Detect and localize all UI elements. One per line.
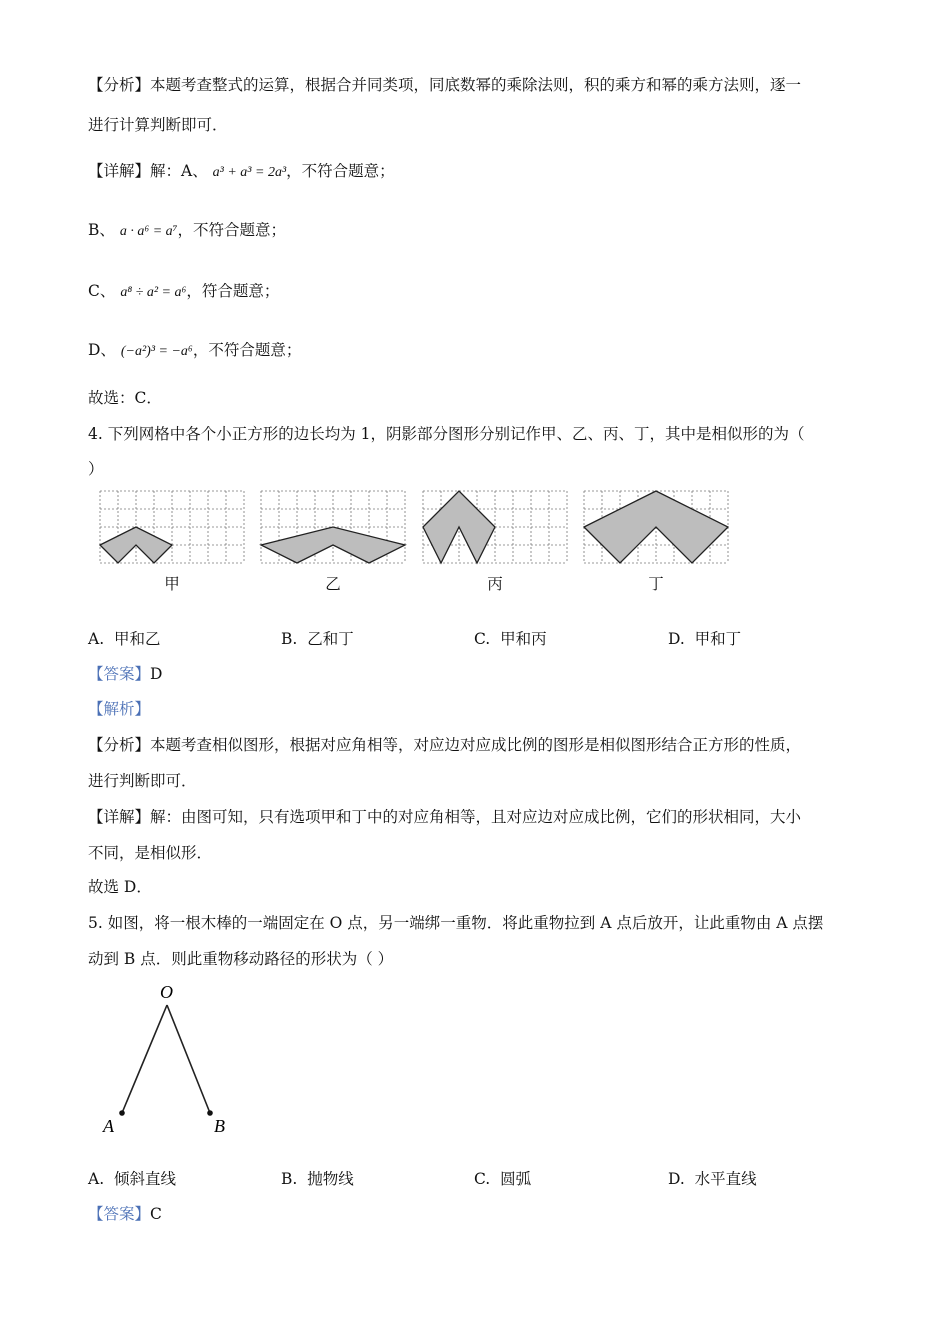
shaded-shape	[261, 527, 405, 563]
answer-tag: 【答案】	[88, 1205, 151, 1223]
q5-answer: 【答案】C	[88, 1205, 162, 1223]
rod-ob	[167, 1005, 210, 1113]
label-b: B	[214, 1116, 225, 1136]
rod-oa	[122, 1005, 167, 1113]
q5-option-d[interactable]: D. 水平直线	[668, 1170, 757, 1188]
q3-detail-d: D、 (−a²)³ = −a⁶，不符合题意；	[88, 341, 302, 359]
analysis-tag: 【分析】	[88, 76, 151, 94]
expr-b: a · a⁶ = a⁷	[119, 224, 178, 239]
q3-analysis-line2: 进行计算判断即可．	[88, 116, 228, 134]
label-a: A	[103, 1116, 114, 1136]
q4-stem-line1: 4. 下列网格中各个小正方形的边长均为 1，阴影部分图形分别记作甲、乙、丙、丁，其中是相似形的为（	[88, 425, 805, 443]
q4-analysis-line2: 进行判断即可．	[88, 772, 197, 790]
figure-label-yi: 乙	[325, 575, 341, 593]
expr-a: a³ + a³ = 2a³	[212, 165, 287, 180]
q5-option-a[interactable]: A. 倾斜直线	[88, 1170, 176, 1188]
q3-detail-c: C、 a⁸ ÷ a² = a⁶，符合题意；	[88, 282, 280, 300]
grid-figure-jia	[100, 491, 245, 564]
q4-analysis-line1: 【分析】本题考查相似图形，根据对应角相等，对应边对应成比例的图形是相似图形结合正方形的性质，	[88, 736, 802, 754]
q4-conclusion: 故选 D．	[88, 878, 152, 896]
label-o: O	[160, 982, 173, 1002]
pendulum-figure	[95, 975, 245, 1140]
q5-stem-line1: 5. 如图，将一根木棒的一端固定在 O 点，另一端绑一重物．将此重物拉到 A 点后放开，让此重物由 A 点摆	[88, 914, 824, 932]
figure-label-bing: 丙	[487, 575, 503, 593]
q4-option-b[interactable]: B. 乙和丁	[281, 630, 354, 648]
grid-figure-ding	[584, 491, 729, 564]
answer-tag: 【答案】	[88, 665, 151, 683]
point-a-dot	[119, 1110, 125, 1116]
grid-figure-yi	[261, 491, 406, 564]
q3-detail-a: 【详解】解：A、 a³ + a³ = 2a³，不符合题意；	[88, 162, 395, 180]
detail-tag: 【详解】	[88, 162, 151, 180]
expr-c: a⁸ ÷ a² = a⁶	[120, 285, 187, 300]
q4-option-c[interactable]: C. 甲和丙	[474, 630, 547, 648]
q3-conclusion: 故选：C．	[88, 389, 162, 407]
expr-d: (−a²)³ = −a⁶	[120, 344, 193, 359]
q4-option-d[interactable]: D. 甲和丁	[668, 630, 742, 648]
q5-option-b[interactable]: B. 抛物线	[281, 1170, 354, 1188]
q3-detail-b: B、 a · a⁶ = a⁷，不符合题意；	[88, 221, 287, 239]
point-b-dot	[207, 1110, 213, 1116]
figure-label-jia: 甲	[164, 575, 180, 593]
q5-option-c[interactable]: C. 圆弧	[474, 1170, 532, 1188]
q4-option-a[interactable]: A. 甲和乙	[88, 630, 161, 648]
shaded-shape	[100, 527, 172, 563]
q3-analysis-line1: 【分析】本题考查整式的运算，根据合并同类项，同底数幂的乘除法则，积的乘方和幂的乘方法则，逐一	[88, 76, 802, 94]
q5-stem-line2: 动到 B 点．则此重物移动路径的形状为（ ）	[88, 950, 394, 968]
grid-figure-bing	[423, 491, 568, 564]
q4-answer: 【答案】D	[88, 665, 163, 683]
q4-explain-tag: 【解析】	[88, 700, 151, 718]
q4-detail-line1: 【详解】解：由图可知，只有选项甲和丁中的对应角相等，且对应边对应成比例，它们的形状相同，大小	[88, 808, 802, 826]
q4-stem-line2: ）	[88, 460, 104, 478]
q4-detail-line2: 不同，是相似形．	[88, 844, 213, 862]
figure-label-ding: 丁	[648, 575, 664, 593]
